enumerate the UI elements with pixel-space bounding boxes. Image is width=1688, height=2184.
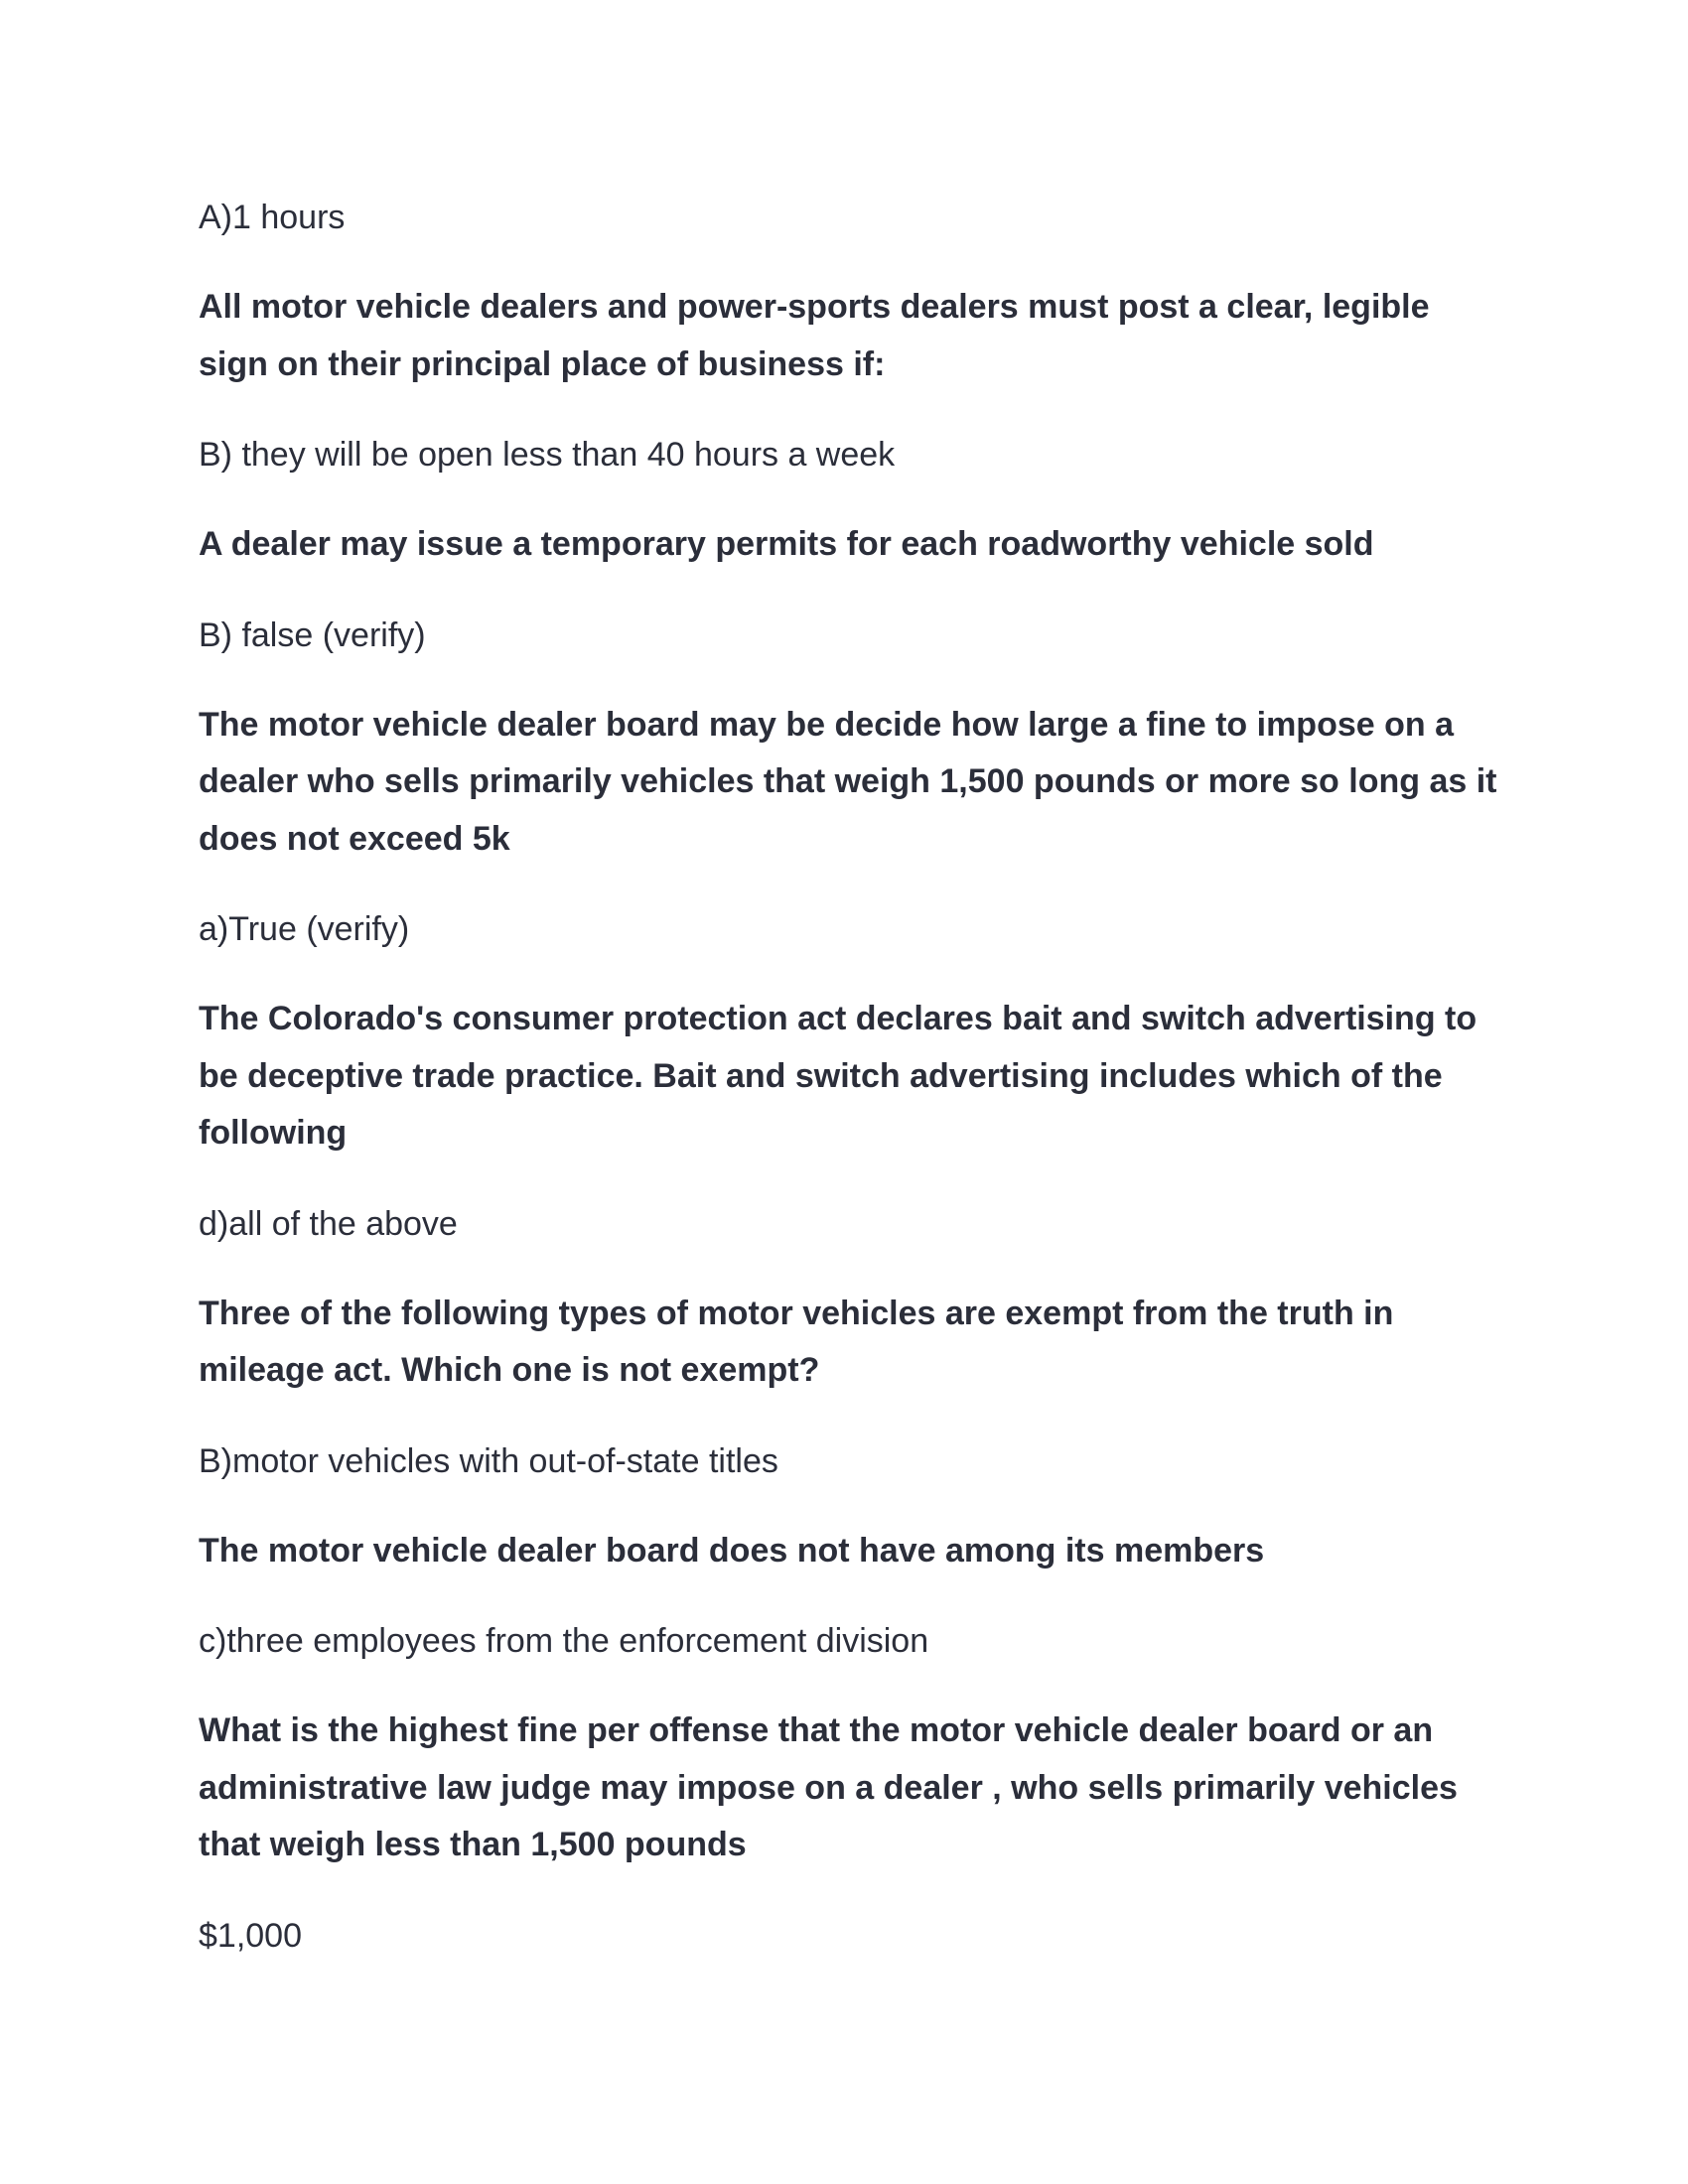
document-page — [199, 189, 1499, 1997]
question-3: The motor vehicle dealer board may be decide how large a fine to impose on a dealer who sells primarily vehicles that weigh 1,500 pounds or more so long as it does not exceed 5k — [199, 705, 1497, 858]
question-5: Three of the following types of motor vehicles are exempt from the truth in mileage act. Which one is not exempt? — [199, 1294, 1394, 1389]
answer-5: d)all of the above — [199, 1204, 458, 1243]
question-1: All motor vehicle dealers and power-sports dealers must post a clear, legible sign on their principal place of business if: — [199, 288, 1430, 383]
answer-8: $1,000 — [199, 1916, 302, 1955]
answer-7: c)three employees from the enforcement division — [199, 1622, 929, 1660]
question-6: The motor vehicle dealer board does not have among its members — [199, 1531, 1265, 1570]
question-4: The Colorado's consumer protection act declares bait and switch advertising to be deceptive trade practice. Bait and switch advertising includes which of the following — [199, 1000, 1477, 1152]
answer-4: a)True (verify) — [199, 910, 410, 948]
answer-3: B) false (verify) — [199, 615, 426, 654]
answer-1: A)1 hours — [199, 199, 346, 236]
question-7: What is the highest fine per offense that the motor vehicle dealer board or an administrative law judge may impose on a dealer , who sells primarily vehicles that weigh less than 1,500 pounds — [199, 1711, 1458, 1863]
answer-6: B)motor vehicles with out-of-state titles — [199, 1441, 778, 1480]
question-2: A dealer may issue a temporary permits for each roadworthy vehicle sold — [199, 525, 1374, 563]
answer-2: B) they will be open less than 40 hours a week — [199, 436, 896, 474]
